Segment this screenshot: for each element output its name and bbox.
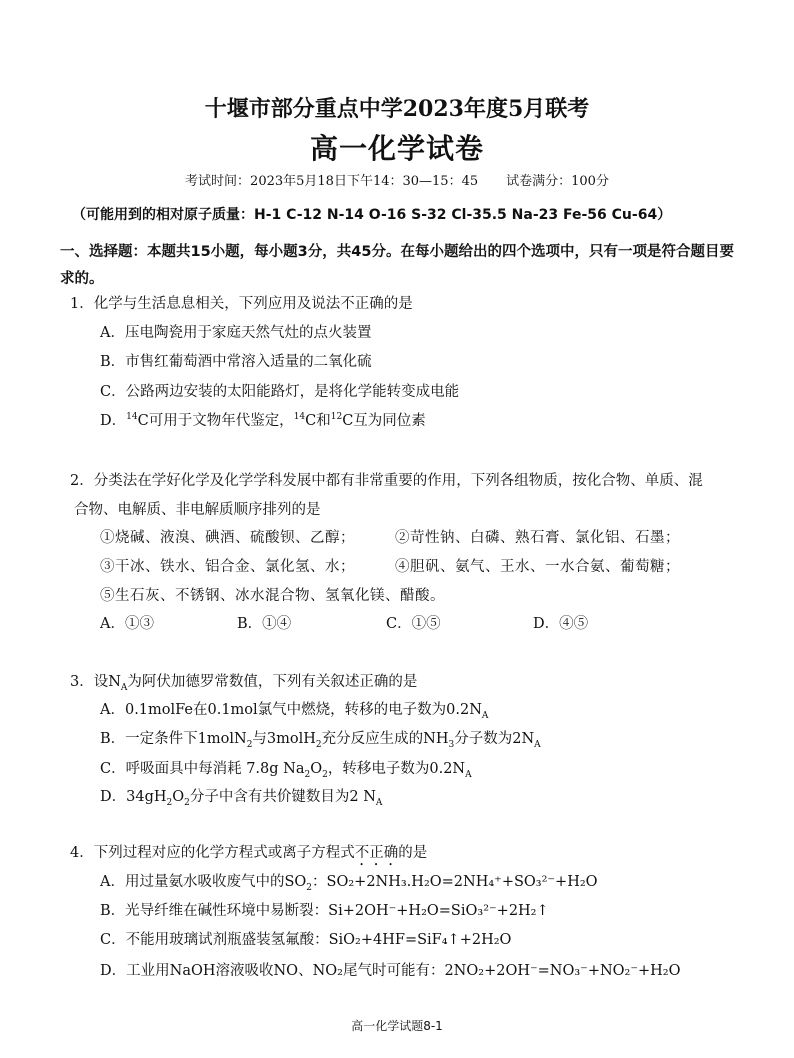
section-heading: 一、选择题：本题共15小题，每小题3分，共45分。在每小题给出的四个选项中，只有一项是符合题目要求的。 <box>60 244 734 287</box>
q2-option-d: D．④⑤ <box>533 616 589 632</box>
q3-stem: 3．设$N_A$为阿伏加德罗常数值，下列有关叙述正确的是 <box>70 674 418 693</box>
q1-stem: 1．化学与生活息息相关，下列应用及说法不正确的是 <box>70 296 413 312</box>
q2-stem-line2: 合物、电解质、非电解质顺序排列的是 <box>74 502 321 518</box>
q4-option-c: C．不能用玻璃试剂瓶盛装氢氟酸：SiO₂+4HF=SiF₄↑+2H₂O <box>100 932 512 948</box>
q4-stem: 4．下列过程对应的化学方程式或离子方程式不正确的是 <box>70 845 428 861</box>
atomic-masses: （可能用到的相对原子质量：H-1 C-12 N-14 O-16 S-32 Cl-35.5 Na-23 Fe-56 Cu-64） <box>72 207 672 223</box>
q4-option-b: B．光导纤维在碱性环境中易断裂：Si+2OH⁻+H₂O=SiO₃²⁻+2H₂↑ <box>100 903 549 919</box>
full-score: 试卷满分：100分 <box>506 174 609 189</box>
emphasis-not-correct: 不正确 <box>354 845 399 861</box>
q2-option-a: A．①③ <box>100 616 154 632</box>
q1-option-a: A．压电陶瓷用于家庭天然气灶的点火装置 <box>100 325 372 341</box>
q2-option-c: C．①⑤ <box>386 616 441 632</box>
exam-meta <box>0 170 794 189</box>
q2-stem-line1: 2．分类法在学好化学及化学学科发展中都有非常重要的作用，下列各组物质，按化合物、单质、混 <box>70 473 703 489</box>
q1-option-b: B．市售红葡萄酒中常溶入适量的二氧化硫 <box>100 354 372 370</box>
q1-option-d: D．$^{14}$C可用于文物年代鉴定，$^{14}$C和$^{12}$C互为同位素 <box>100 412 426 429</box>
exam-time: 考试时间：2023年5月18日下午14：30—15：45 <box>185 174 479 189</box>
q2-item-5: ⑤生石灰、不锈钢、冰水混合物、氢氧化镁、醋酸。 <box>100 588 445 604</box>
q3-option-d: D．$34gH_2O_2$分子中含有共价键数目为2 $N_A$ <box>100 789 383 808</box>
q2-item-1: ①烧碱、液溴、碘酒、硫酸钡、乙醇； <box>100 530 355 546</box>
exam-title: 十堰市部分重点中学2023年度5月联考 <box>204 96 590 122</box>
q2-item-3: ③干冰、铁水、铝合金、氯化氢、水； <box>100 559 355 575</box>
q2-item-2: ②苛性钠、白磷、熟石膏、氯化铝、石墨； <box>395 530 680 546</box>
q3-option-a: A．0.1molFe在0.1mol氯气中燃烧，转移的电子数为$0.2N_A$ <box>100 702 489 721</box>
q2-option-b: B．①④ <box>237 616 292 632</box>
q4-option-d: D．工业用NaOH溶液吸收NO、NO₂尾气时可能有：2NO₂+2OH⁻=NO₃⁻+NO₂⁻+H₂O <box>100 963 681 979</box>
q3-option-c: C．呼吸面具中每消耗 7.8g $Na_2O_2$，转移电子数为$0.2N_A$ <box>100 761 472 780</box>
q3-option-b: B．一定条件下1molN$_2$与3molH$_2$充分反应生成的$NH_3$分子数为$2N_A$ <box>100 731 541 750</box>
q1-option-c: C．公路两边安装的太阳能路灯，是将化学能转变成电能 <box>100 384 460 400</box>
exam-subject-title: 高一化学试卷 <box>309 132 484 165</box>
q4-option-a: A．用过量氨水吸收废气中的$SO_2$：SO₂+2NH₃.H₂O=2NH₄⁺+SO₃²⁻+H₂O <box>100 874 598 893</box>
q2-item-4: ④胆矾、氨气、王水、一水合氨、葡萄糖； <box>395 559 680 575</box>
page-footer: 高一化学试题8-1 <box>351 1019 443 1033</box>
